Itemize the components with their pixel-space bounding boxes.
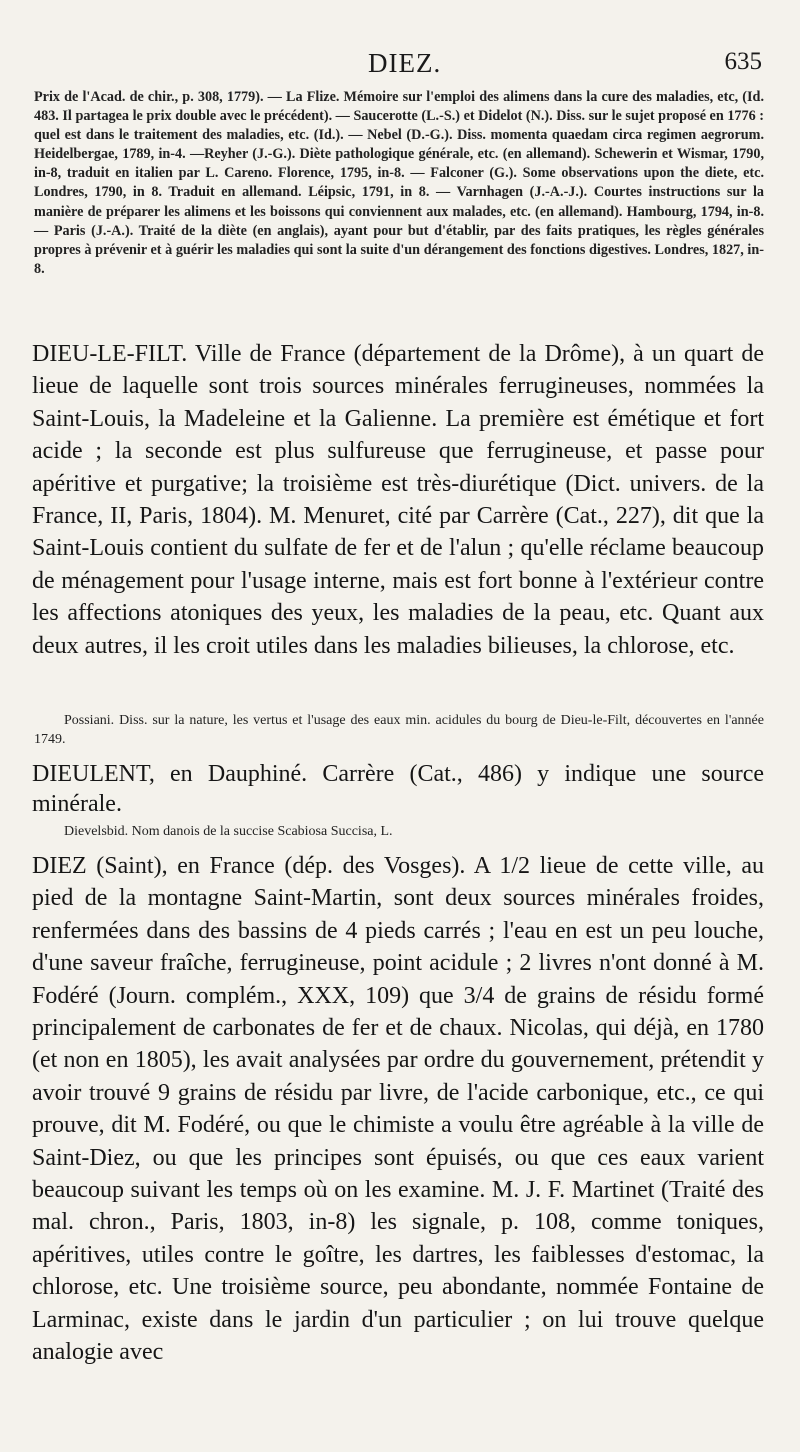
entry-diez: DIEZ (Saint), en France (dép. des Vosges). A 1/2 lieue de cette ville, au pied de la montagne Saint-Martin, sont deux sources minérales froides, renfermées dans des bassins de 4 pieds carrés ; l'eau en est un peu louche, d'une saveur fraîche, ferrugineuse, point acidule ; 2 livres n'ont donné à M. Fodéré (Journ. complém., XXX, 109) que 3/4 de grains de résidu formé principalement de carbonates de fer et de chaux. Nicolas, qui déjà, en 1780 (et non en 1805), les avait analysées par ordre du gouvernement, prétendit y avoir trouvé 9 grains de résidu par livre, de l'acide carbonique, etc., ce qui prouve, dit M. Fodéré, ou que le chimiste a voulu être agréable à la ville de Saint-Diez, ou que les principes sont épuisés, ou que ces eaux varient beaucoup suivant les temps où on les examine. M. J. F. Martinet (Traité des mal. chron., Paris, 1803, in-8) les signale, p. 108, comme toniques, apéritives, utiles contre le goître, les dartres, les faiblesses d'estomac, la chlorose, etc. Une troisième source, peu abondante, nommée Fontaine de Larminac, existe dans le jardin d'un particulier ; on lui trouve quelque analogie avec xyxy=(32,853,764,1366)
entry-dieu-le-filt: DIEU-LE-FILT. Ville de France (département de la Drôme), à un quart de lieue de laquelle sont trois sources minérales ferrugineuses, nommées la Saint-Louis, la Madeleine et la Galienne. La première est émétique et fort acide ; la seconde est plus sulfureuse que ferrugineuse, et passe pour apéritive et purgative; la troisième est très-diurétique (Dict. univers. de la France, II, Paris, 1804). M. Menuret, cité par Carrère (Cat., 227), dit que la Saint-Louis contient du sulfate de fer et de l'alun ; qu'elle réclame beaucoup de ménagement pour l'usage interne, mais est fort bonne à l'extérieur contre les affections atoniques des yeux, les maladies de la peau, etc. Quant aux deux autres, il les croit utiles dans les maladies bilieuses, la chlorose, etc. xyxy=(32,341,764,659)
bibliography-paragraph: Prix de l'Acad. de chir., p. 308, 1779). — La Flize. Mémoire sur l'emploi des alimens dans la cure des maladies, etc, (Id. 483. Il partagea le prix double avec le précédent). — Saucerotte (L.-S.) et Didelot (N.). Diss. sur le sujet proposé en 1776 : quel est dans le traitement des maladies, etc. (Id.). — Nebel (D.-G.). Diss. momenta quaedam circa regimen aegrorum. Heidelbergae, 1789, in-4. —Reyher (J.-G.). Diète pathologique générale, etc. (en allemand). Schewerin et Wismar, 1790, in-8, traduit en italien par L. Careno. Florence, 1795, in-8. — Falconer (G.). Some observations upon the diete, etc. Londres, 1790, in 8. Traduit en allemand. Léipsic, 1791, in 8. — Varnhagen (J.-A.-J.). Courtes instructions sur la manière de préparer les alimens et les boissons qui conviennent aux malades, etc. (en allemand). Hambourg, 1794, in-8. — Paris (J.-A.). Traité de la diète (en anglais), ayant pour but d'établir, par des faits pratiques, les règles générales propres à prévenir et à guérir les maladies qui sont la suite d'un dérangement des fonctions digestives. Londres, 1827, in-8. xyxy=(34,89,764,277)
page-header xyxy=(0,46,800,80)
entry-dieulent: DIEULENT, en Dauphiné. Carrère (Cat., 486) y indique une source minérale. xyxy=(32,761,764,817)
page-number: 635 xyxy=(724,48,762,75)
running-head: DIEZ. xyxy=(368,48,442,78)
possiani-reference: Possiani. Diss. sur la nature, les vertus et l'usage des eaux min. acidules du bourg de Dieu-le-Filt, découvertes en l'année 1749. xyxy=(34,713,764,747)
entry-dievelsbid: Dievelsbid. Nom danois de la succise Scabiosa Succisa, L. xyxy=(64,824,393,839)
